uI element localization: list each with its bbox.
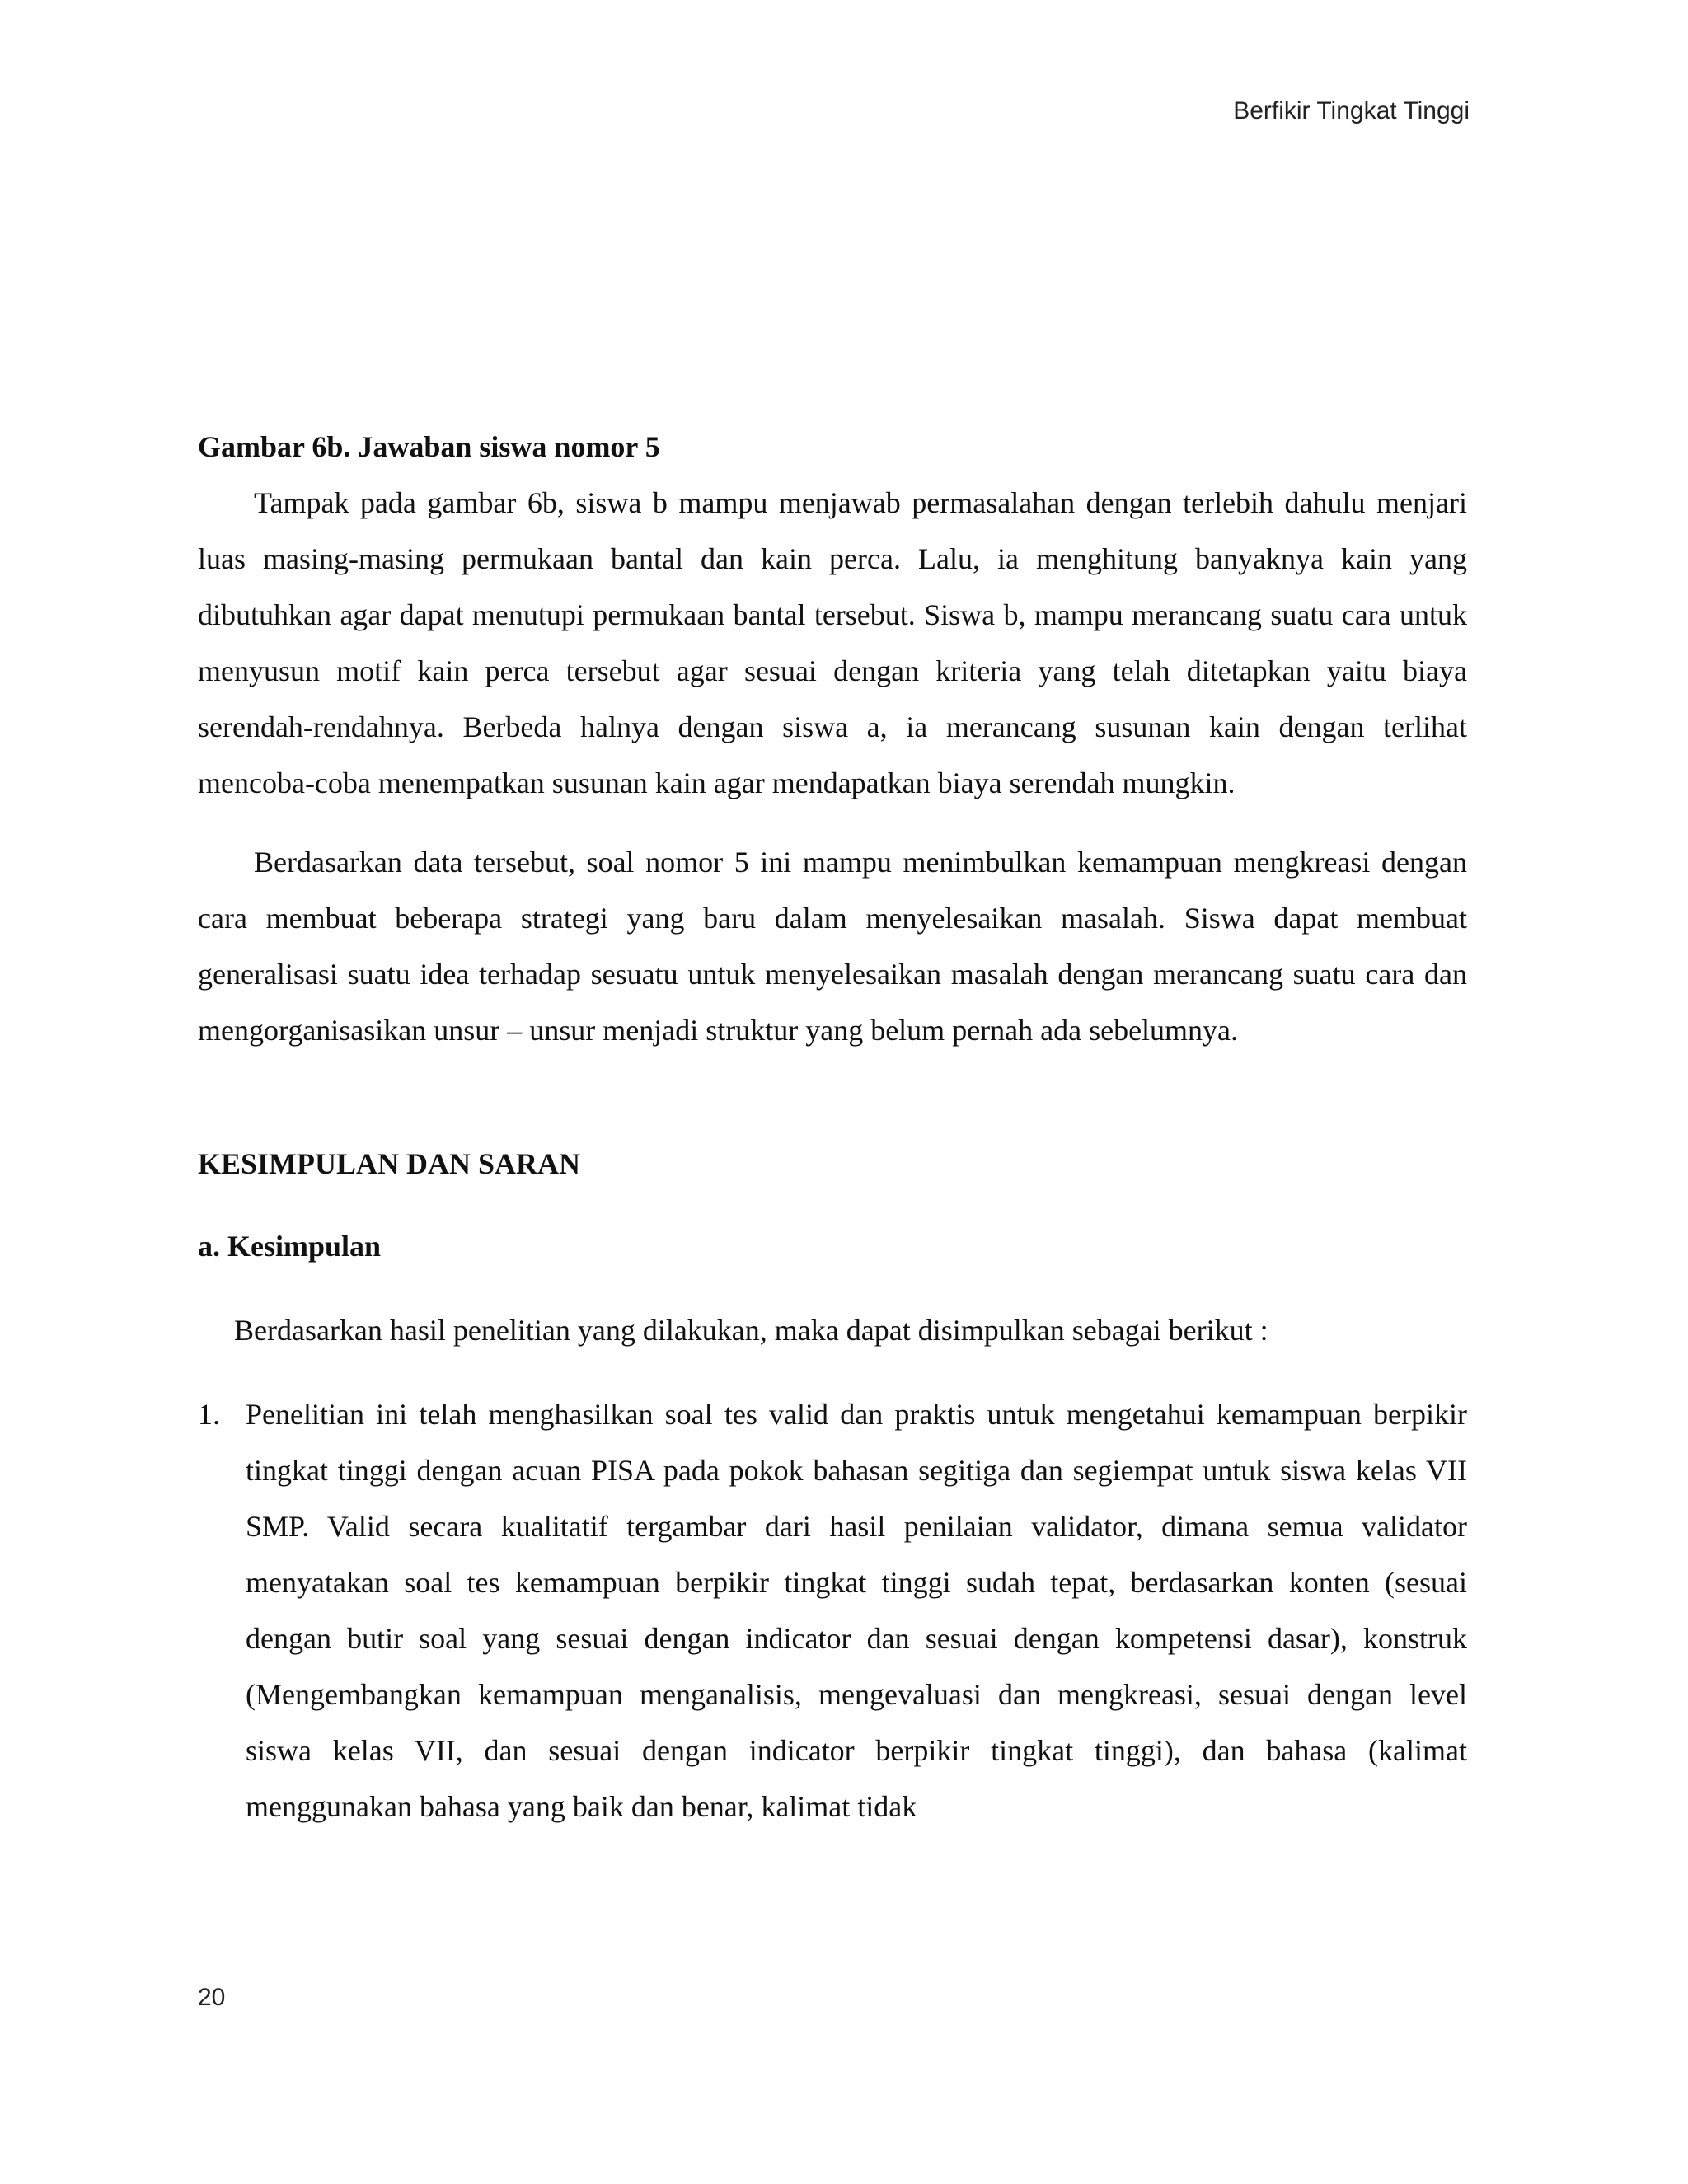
subsection-heading: a. Kesimpulan [198, 1230, 382, 1263]
body-paragraph-2: Berdasarkan data tersebut, soal nomor 5 ini mampu menimbulkan kemampuan mengkreasi dengan cara membuat beberapa strategi yang baru dalam menyelesaikan masalah. Siswa dapat membuat generalisasi suatu idea terhadap sesuatu untuk menyelesaikan masalah dengan merancang suatu cara dan mengorganisasikan unsur – unsur menjadi struktur yang belum pernah ada sebelumnya. [198, 846, 1467, 1047]
running-header: Berfikir Tingkat Tinggi [1233, 97, 1470, 124]
conclusion-list [198, 1386, 1467, 1835]
page-content [198, 419, 1467, 1835]
body-paragraph-1: Tampak pada gambar 6b, siswa b mampu menjawab permasalahan dengan terlebih dahulu menjari luas masing-masing permukaan bantal dan kain perca. Lalu, ia menghitung banyaknya kain yang dibutuhkan agar dapat menutupi permukaan bantal tersebut. Siswa b, mampu merancang suatu cara untuk menyusun motif kain perca tersebut agar sesuai dengan kriteria yang telah ditetapkan yaitu biaya serendah-rendahnya. Berbeda halnya dengan siswa a, ia merancang susunan kain dengan terlihat mencoba-coba menempatkan susunan kain agar mendapatkan biaya serendah mungkin. [198, 486, 1467, 799]
list-item-text: Penelitian ini telah menghasilkan soal tes valid dan praktis untuk mengetahui kemampuan berpikir tingkat tinggi dengan acuan PISA pada pokok bahasan segitiga dan segiempat untuk siswa kelas VII SMP. Valid secara kualitatif tergambar dari hasil penilaian validator, dimana semua validator menyatakan soal tes kemampuan berpikir tingkat tinggi sudah tepat, berdasarkan konten (sesuai dengan butir soal yang sesuai dengan indicator dan sesuai dengan kompetensi dasar), konstruk (Mengembangkan kemampuan menganalisis, mengevaluasi dan mengkreasi, sesuai dengan level siswa kelas VII, dan sesuai dengan indicator berpikir tingkat tinggi), dan bahasa (kalimat menggunakan bahasa yang baik dan benar, kalimat tidak [246, 1398, 1467, 1823]
figure-caption: Gambar 6b. Jawaban siswa nomor 5 [198, 430, 660, 463]
page-number: 20 [198, 1984, 226, 2011]
section-heading: KESIMPULAN DAN SARAN [198, 1147, 581, 1180]
list-item [198, 1386, 1467, 1835]
conclusion-intro: Berdasarkan hasil penelitian yang dilakukan, maka dapat disimpulkan sebagai berikut : [234, 1314, 1268, 1347]
list-item-number: 1. [198, 1398, 220, 1431]
